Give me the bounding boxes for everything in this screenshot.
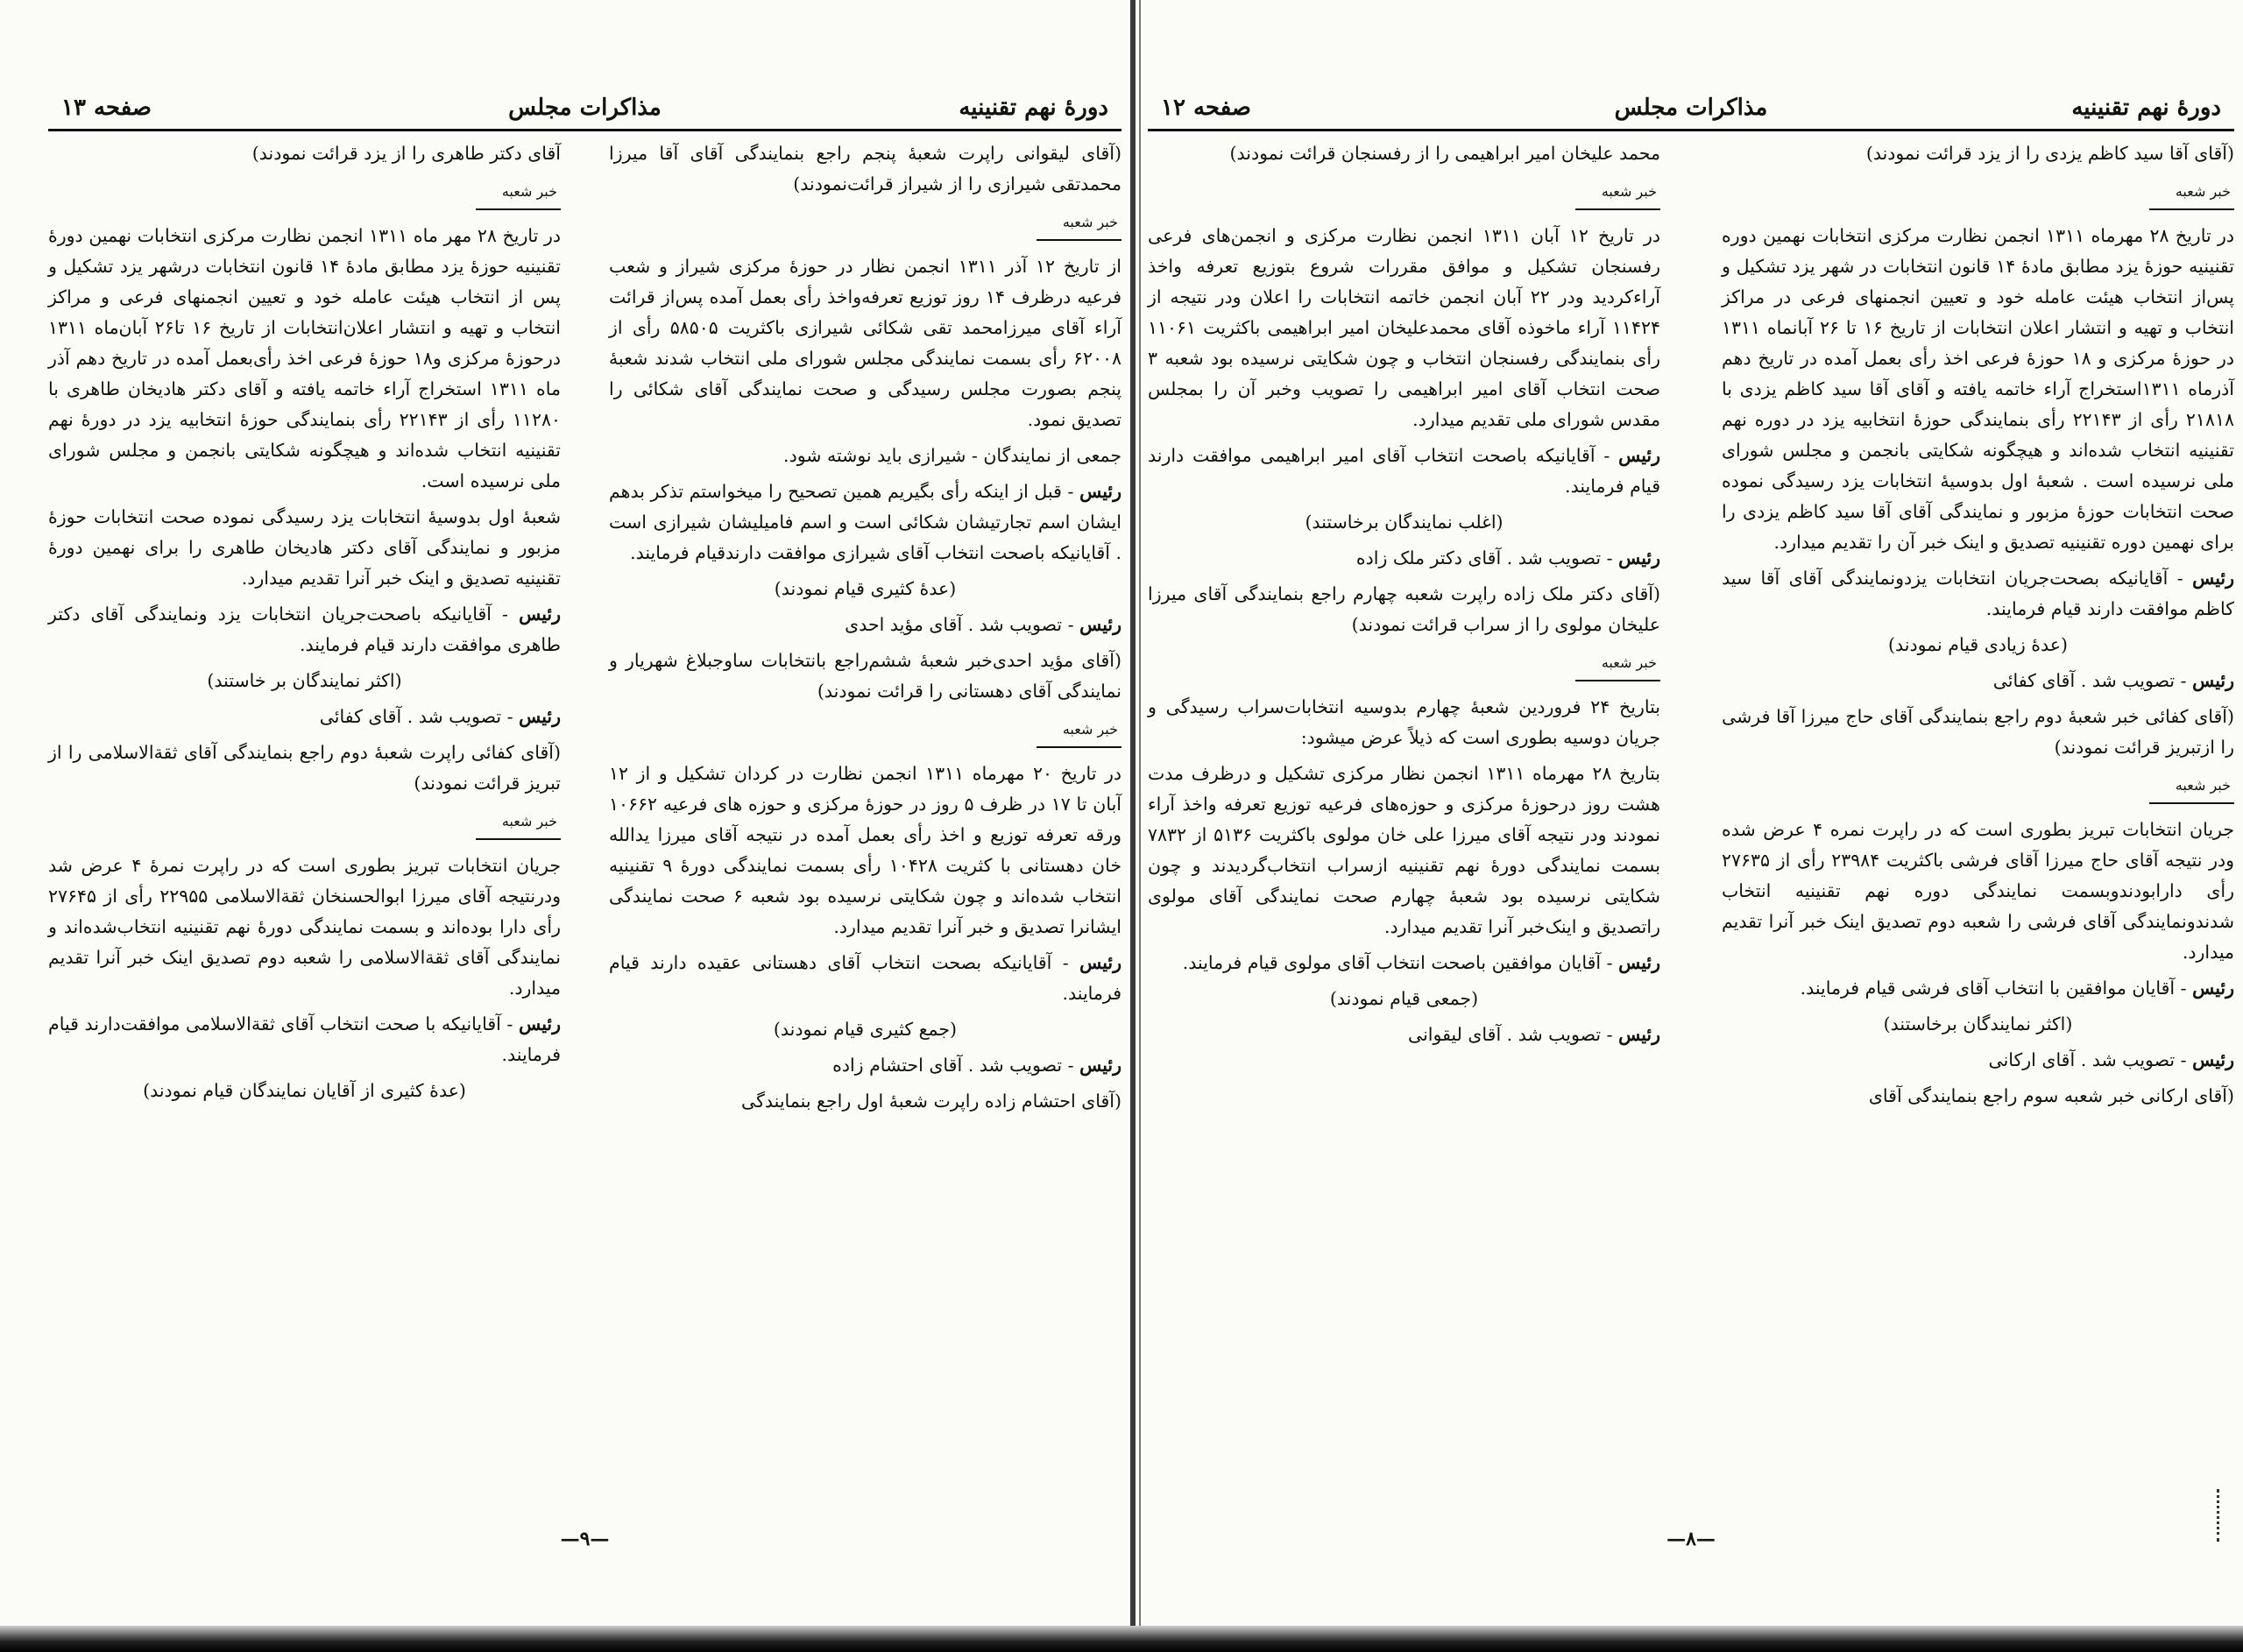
header-title: مذاکرات مجلس [508,95,662,121]
paragraph-text: بتاریخ ۲۴ فروردین شعبهٔ چهارم بدوسیه انتخابات‌سراب رسیدگی و جریان دوسیه بطوری است که ذیلاً عرض میشود: [1148,696,1660,748]
speaker-name: رئیس [1618,445,1661,466]
paragraph: رئیس - قبل از اینکه رأی بگیریم همین تصحیح را میخواستم تذکر بدهم ایشان اسم تجارتیشان شکائی است و اسم فامیلیشان شیرازی است . آقایانیکه باصحت انتخاب آقای شیرازی موافقت دارندقیام فرمایند. [609,481,1122,563]
column-right [1722,138,2234,1117]
speaker-name: رئیس [1618,547,1660,568]
paragraph: رئیس - آقایانیکه بصحت‌جریان انتخابات یزد‌ونمایندگی آقای آقا سید کاظم موافقت دارند قیام فرمایند. [1722,568,2234,619]
paragraph-text: جریان انتخابات تبریز بطوری است که در راپرت نمره ۴ عرض شده ودر نتیجه آقای حاج میرزا آقای فرشی باکثریت ۲۳۹۸۴ رأی از ۲۷۶۳۵ رأی دارابودندوبسمت نمایندگی دوره نهم تقنینیه انتخاب شدندونمایندگی آقای فرشی را شعبه دوم تصدیق اینک خبر آنرا تقدیم میدارد. [1722,819,2235,963]
paragraph [1722,1081,2234,1112]
header-page-label: صفحه ۱۳ [61,95,152,121]
paragraph-text: جمعی از نمایندگان - شیرازی باید نوشته شود. [783,445,1122,466]
section-subheading [48,174,561,215]
paragraph [48,738,561,799]
subheading-label: خبر شعبه [2149,770,2234,804]
section-subheading [48,804,561,845]
header-session: دورهٔ نهم تقنینیه [2071,95,2221,121]
paragraph [609,441,1122,471]
paragraph: رئیس - تصویب شد . آقای دکتر ملک زاده [1355,547,1660,568]
paragraph-text: در تاریخ ۲۰ مهرماه ۱۳۱۱ انجمن نظارت در کردان تشکیل و از ۱۲ آبان تا ۱۷ در ظرف ۵ روز در حوزهٔ مرکزی و حوزه های فرعیه ۱۰۶۶۲ ورقه تعرفه توزیع و اخذ رأی بعمل آمده در نتیجه آقای میرزا یدالله خان دهستانی با کثریت ۱۰۴۲۸ رأی بسمت نمایندگی دورهٔ ۹ تقنینیه انتخاب شده‌اند و چون شکایتی نرسیده بود شعبه ۶ صحت نمایندگی ایشانرا تصدیق و خبر آنرا تقدیم میدارد. [609,763,1122,937]
action-note [48,1076,561,1106]
paragraph-text: آقای دکتر طاهری را از یزد قرائت نمودند) [251,143,561,164]
paragraph-text: آقایانیکه بصحت‌جریان انتخابات یزد‌ونمایندگی آقای آقا سید کاظم موافقت دارند قیام فرمایند. [1722,568,2234,619]
action-note [48,666,561,696]
column-left [48,138,561,1112]
speaker-name: رئیس [1079,481,1122,502]
paragraph-text: شعبهٔ اول بدوسیهٔ انتخابات یزد رسیدگی نموده صحت انتخابات حوزهٔ مزبور و نمایندگی آقای دکتر هادیخان طاهری را برای نهمین دورهٔ تقنینیه تصدیق و اینک خبر آنرا تقدیم میدارد. [48,506,561,589]
paragraph-text: (آقای کفائی خبر شعبهٔ دوم راجع بنمایندگی آقای حاج میرزا آقا فرشی را ازتبریز قرائت نمودند) [1722,706,2234,758]
section-subheading [1148,646,1660,687]
speaker-name: رئیس [2192,978,2234,999]
paragraph-text: تصویب شد . آقای کفائی [1992,670,2176,691]
paragraph [609,759,1122,942]
paragraph: رئیس - تصویب شد . آقای کفائی [319,706,561,727]
speaker-name: رئیس [2192,1049,2234,1070]
paragraph [609,646,1122,707]
paragraph-text: در تاریخ ۲۸ مهر ماه ۱۳۱۱ انجمن نظارت مرکزی انتخابات نهمین دورهٔ تقنینیه حوزهٔ یزد مطابق مادهٔ ۱۴ قانون انتخابات درشهر یزد تشکیل و پس از انتخاب هیئت عامله خود و تعیین انجمنهای فرعی و مراکز انتخاب و تهیه و انتشار اعلان‌انتخابات از تاریخ ۱۶ تا۲۶ آبان‌ماه ۱۳۱۱ درحوزهٔ مرکزی و۱۸ حوزهٔ فرعی اخذ رأی‌بعمل آمده در تاریخ دهم آذر ماه ۱۳۱۱ استخراج آراء خاتمه یافته و آقای دکتر هادیخان طاهری با ۱۱۲۸۰ رأی از ۲۲۱۴۳ رأی بنمایندگی حوزهٔ انتخابیه یزد در دورهٔ نهم تقنینیه انتخاب شده‌اند و هیچگونه شکایتی بانجمن و مجلس شورای ملی نرسیده است. [48,225,562,491]
speaker-name: رئیس [1618,952,1660,973]
scan-edge-shadow [0,1626,2243,1652]
page-header [48,88,1122,131]
speaker-name: رئیس [2192,568,2234,589]
paragraph-text: (آقای لیقوانی راپرت شعبهٔ پنجم راجع بنمایندگی آقای آقا میرزا محمدتقی شیرازی را از شیراز قرائت‌نمودند) [609,143,1122,194]
paragraph [609,138,1122,200]
column-right [609,138,1122,1122]
paragraph-text: (جمعی قیام نمودند) [1329,988,1479,1009]
section-subheading [1722,768,2234,809]
paragraph-text: (عدهٔ کثیری از آقایان نمایندگان قیام نمودند) [143,1080,466,1101]
section-subheading [1722,174,2234,215]
paragraph [1148,692,1660,753]
speaker-name: رئیس [519,706,561,727]
header-title: مذاکرات مجلس [1614,95,1768,121]
subheading-label: خبر شعبه [1575,647,1660,681]
paragraph [1148,138,1660,169]
paragraph [1148,759,1660,942]
speaker-name: رئیس [1079,952,1122,973]
page-number: —۹— [560,1528,610,1550]
paragraph-text: در تاریخ ۱۲ آبان ۱۳۱۱ انجمن نظارت مرکزی و انجمن‌های فرعی رفسنجان تشکیل و موافق مقررات شروع بتوزیع تعرفه واخذ آراء‌کردید ودر ۲۲ آبان انجمن خاتمه انتخابات را اعلان ودر نتیجه از ۱۱۴۲۴ آراء ماخوذه آقای محمدعلیخان امیر ابراهیمی باکثریت ۱۱۰۶۱ رأی بنمایندگی رفسنجان انتخاب و چون شکایتی نرسیده بود شعبه ۳ صحت انتخاب آقای امیر ابراهیمی را تصویب وخبر آن را بمجلس مقدس شورای ملی تقدیم میدارد. [1148,225,1660,430]
paragraph-text: جریان انتخابات تبریز بطوری است که در راپرت نمرهٔ ۴ عرض شد ودرنتیجه آقای میرزا ابوالحسنخان ثقةالاسلامی ۲۲۹۵۵ رأی از ۲۷۶۴۵ رأی دارا بوده‌اند و بسمت نمایندگی دورهٔ نهم تقنینیه انتخاب‌شده‌اند و نمایندگی آقای ثقةالاسلامی را شعبه دوم تصدیق اینک خبر آنرا تقدیم میدارد. [48,855,561,999]
paragraph [1722,221,2234,558]
column-left [1148,138,1660,1055]
paragraph-text: آقایان موافقین باصحت انتخاب آقای مولوی قیام فرمایند. [1182,952,1602,973]
paragraph-text: (اکثر نمایندگان برخاستند) [1883,1013,2073,1034]
paragraph-text: (جمع کثیری قیام نمودند) [773,1019,958,1040]
paragraph: رئیس - آقایانیکه با صحت انتخاب آقای ثقةالاسلامی موافقت‌دارند قیام فرمایند. [48,1013,561,1065]
paragraph [1148,579,1660,640]
subheading-label: خبر شعبه [476,806,561,840]
paragraph-text: آقایان موافقین با انتخاب آقای فرشی قیام فرمایند. [1800,978,2176,999]
section-subheading [1148,174,1660,215]
page-right [1148,70,2234,1559]
speaker-name: رئیس [519,1013,561,1034]
action-note [609,574,1122,604]
paragraph-text: آقایانیکه باصحت انتخاب آقای امیر ابراهیمی موافقت دارند قیام فرمایند. [1148,445,1660,497]
paragraph-text: (عدهٔ کثیری قیام نمودند) [774,578,957,599]
subheading-label: خبر شعبه [2149,176,2234,210]
paragraph: رئیس - آقایانیکه بصحت انتخاب آقای دهستانی عقیده دارند قیام فرمایند. [609,952,1122,1004]
page-number: —۸— [1666,1528,1716,1550]
subheading-label: خبر شعبه [1037,207,1122,241]
paragraph-text: تصویب شد . آقای دکتر ملک زاده [1355,547,1602,568]
paragraph: رئیس - آقایانیکه باصحت انتخاب آقای امیر ابراهیمی موافقت دارند قیام فرمایند. [1148,445,1661,497]
subheading-label: خبر شعبه [1037,714,1122,748]
paragraph [609,251,1122,435]
paragraph: رئیس - تصویب شد . آقای کفائی [1992,670,2234,691]
margin-marks [2217,1489,2228,1542]
speaker-name: رئیس [2192,670,2234,691]
paragraph-text: قبل از اینکه رأی بگیریم همین تصحیح را میخواستم تذکر بدهم ایشان اسم تجارتیشان شکائی است و اسم فامیلیشان شیرازی است . آقایانیکه باصحت انتخاب آقای شیرازی موافقت دارندقیام فرمایند. [609,481,1122,563]
paragraph: رئیس - تصویب شد . آقای احتشام زاده [832,1055,1122,1076]
book-gutter [1130,0,1136,1652]
paragraph-text: (آقای دکتر ملک زاده راپرت شعبه چهارم راجع بنمایندگی آقای میرزا علیخان مولوی را از سراب قرائت نمودند) [1148,583,1660,635]
speaker-name: رئیس [1618,1024,1660,1045]
paragraph-text: تصویب شد . آقای احتشام زاده [832,1055,1063,1076]
paragraph-text: تصویب شد . آقای ارکانی [1988,1049,2176,1070]
speaker-name: رئیس [519,604,561,625]
paragraph-text: آقایانیکه با صحت انتخاب آقای ثقةالاسلامی موافقت‌دارند قیام فرمایند. [48,1013,561,1065]
action-note [609,1014,1122,1045]
paragraph [1148,221,1660,435]
paragraph-text: آقایانیکه بصحت انتخاب آقای دهستانی عقیده دارند قیام فرمایند. [609,952,1122,1004]
subheading-label: خبر شعبه [1575,176,1660,210]
paragraph [48,502,561,594]
paragraph-text: (آقای کفائی راپرت شعبهٔ دوم راجع بنمایندگی آقای ثقةالاسلامی را از تبریز قرائت نمودند) [48,742,561,794]
header-session: دورهٔ نهم تقنینیه [959,95,1108,121]
paragraph [48,221,561,497]
paragraph-text: (آقای احتشام زاده راپرت شعبهٔ اول راجع بنمایندگی [741,1091,1122,1112]
paragraph: رئیس - آقایانیکه باصحت‌جریان انتخابات یزد ونمایندگی آقای دکتر طاهری موافقت دارند قیام فرمایند. [48,604,561,655]
paragraph: رئیس - آقایان موافقین باصحت انتخاب آقای مولوی قیام فرمایند. [1182,952,1660,973]
paragraph [1722,815,2234,968]
paragraph-text: تصویب شد . آقای مؤید احدی [845,614,1063,635]
paragraph-text: تصویب شد . آقای لیقوانی [1407,1024,1602,1045]
subheading-label: خبر شعبه [476,176,561,210]
paragraph [1722,138,2234,169]
paragraph-text: (اکثر نمایندگان بر خاستند) [207,670,402,691]
section-subheading [609,205,1122,246]
header-rule [48,129,1122,131]
page-left [48,70,1122,1559]
paragraph-text: از تاریخ ۱۲ آذر ۱۳۱۱ انجمن نظار در حوزهٔ مرکزی شیراز و شعب فرعیه درظرف ۱۴ روز توزیع تعرفه‌واخذ رأی بعمل آمده پس‌از قرائت آراء آقای میرزامحمد تقی شکائی شیرازی باکثریت ۵۸۵۰۵ رأی از ۶۲۰۰۸ رأی بسمت نمایندگی مجلس شورای ملی انتخاب شدند شعبهٔ پنجم بصورت مجلس رسیدگی و صحت نمایندگی آقای شکائی را تصدیق نمود. [609,256,1122,430]
header-page-label: صفحه ۱۲ [1161,95,1251,121]
book-gutter-edge [1139,0,1141,1652]
header-rule [1148,129,2234,131]
section-subheading [609,712,1122,753]
action-note [1148,507,1660,538]
paragraph-text: (اغلب نمایندگان برخاستند) [1305,512,1504,533]
speaker-name: رئیس [1079,614,1122,635]
speaker-name: رئیس [1079,1055,1122,1076]
paragraph-text: (آقای مؤید احدی‌خبر شعبهٔ ششم‌راجع بانتخابات ساوجبلاغ شهریار و نمایندگی آقای دهستانی را قرائت نمودند) [609,650,1122,702]
paragraph [609,1086,1122,1117]
paragraph: رئیس - تصویب شد . آقای ارکانی [1988,1049,2234,1070]
paragraph-text: (عدهٔ زیادی قیام نمودند) [1888,634,2068,655]
paragraph-text: محمد علیخان امیر ابراهیمی را از رفسنجان قرائت نمودند) [1229,143,1660,164]
action-note [1722,630,2234,660]
page-header [1148,88,2234,131]
paragraph-text: (آقای ارکانی خبر شعبه سوم راجع بنمایندگی آقای [1868,1085,2234,1106]
paragraph: رئیس - تصویب شد . آقای لیقوانی [1407,1024,1660,1045]
paragraph-text: (آقای آقا سید کاظم یزدی را از یزد قرائت نمودند) [1865,143,2234,164]
paragraph-text: آقایانیکه باصحت‌جریان انتخابات یزد ونمایندگی آقای دکتر طاهری موافقت دارند قیام فرمایند. [48,604,561,655]
paragraph: رئیس - آقایان موافقین با انتخاب آقای فرشی قیام فرمایند. [1800,978,2234,999]
paragraph [1722,702,2234,763]
action-note [1722,1009,2234,1040]
action-note [1148,984,1660,1014]
paragraph: رئیس - تصویب شد . آقای مؤید احدی [845,614,1122,635]
paragraph [48,851,561,1004]
paragraph-text: تصویب شد . آقای کفائی [319,706,502,727]
paragraph [48,138,561,169]
paragraph-text: در تاریخ ۲۸ مهرماه ۱۳۱۱ انجمن نظارت مرکزی انتخابات نهمین دوره تقنینیه حوزهٔ یزد مطابق مادهٔ ۱۴ قانون انتخابات در شهر یزد تشکیل و پس‌از انتخاب هیئت عامله خود و تعیین انجمنهای فرعی در مراکز انتخاب و تهیه و انتشار اعلان انتخابات از تاریخ ۱۶ تا ۲۶ آبانماه ۱۳۱۱ در حوزهٔ مرکزی و ۱۸ حوزهٔ فرعی اخذ رأی بعمل آمده در تاریخ دهم آذرماه ۱۳۱۱استخراج آراء خاتمه یافته و آقای آقا سید کاظم یزدی با ۲۱۸۱۸ رأی از ۲۲۱۴۳ رأی بنمایندگی حوزهٔ انتخابیه یزد در دوره نهم تقنینیه انتخاب شده‌اند و هیچگونه شکایتی بانجمن و مجلس شورای ملی نرسیده است . شعبهٔ اول بدوسیهٔ انتخابات یزد رسیدگی نموده صحت انتخابات حوزهٔ مزبور و نمایندگی آقای آقا سید کاظم یزدی را برای نهمین دوره تقنینیه تصدیق و اینک خبر آن را تقدیم میدارد. [1722,225,2234,553]
paragraph-text: بتاریخ ۲۸ مهرماه ۱۳۱۱ انجمن نظار مرکزی تشکیل و درظرف مدت هشت روز درحوزهٔ مرکزی و حوزه‌های فرعیه توزیع تعرفه واخذ آراء نمودند ودر نتیجه آقای میرزا علی خان مولوی باکثریت ۵۱۳۶ از ۷۸۳۲ بسمت نمایندگی دورهٔ نهم تقنینیه ازسراب انتخاب‌گردیدند و چون شکایتی نرسیده بود شعبهٔ چهارم صحت نمایندگی آقای مولوی راتصدیق و اینک‌خبر آنرا تقدیم میدارد. [1148,763,1660,937]
